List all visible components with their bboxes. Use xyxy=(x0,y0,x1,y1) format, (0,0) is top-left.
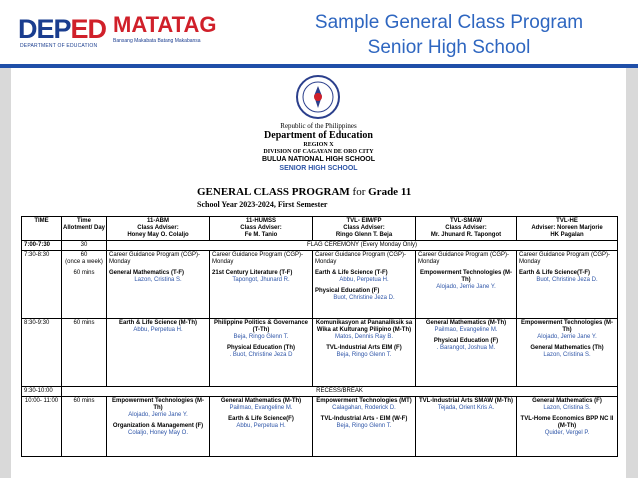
matatag-logo xyxy=(113,12,216,44)
header-time: TIME xyxy=(22,217,62,241)
division-line: DIVISION OF CAGAYAN DE ORO CITY xyxy=(263,149,374,155)
title-line-2: Senior High School xyxy=(367,37,531,58)
cell-tvl-smaw: Career Guidance Program (CGP)-Monday Empowerment Technologies (M-Th) Alojado, Jerrie Jane Y. xyxy=(416,251,517,319)
table-row-flag xyxy=(22,241,618,251)
slide-title xyxy=(260,10,638,60)
shs-line: SENIOR HIGH SCHOOL xyxy=(279,165,358,172)
deped-logo xyxy=(18,12,107,54)
cell-flag-ceremony: FLAG CEREMONY (Every Monday Only) xyxy=(107,241,618,251)
table-row xyxy=(22,251,618,319)
matatag-tagline: Bansang Makabata Batang Makabansa xyxy=(113,38,201,44)
cell-allotment: 60 mins xyxy=(62,319,107,387)
cell-tvl-smaw: TVL-Industrial Arts SMAW (M-Th) Tejada, Orient Kris A. xyxy=(416,397,517,457)
cell-abm: Career Guidance Program (CGP)-Monday General Mathematics (T-F) Lazon, Cristina S. xyxy=(107,251,210,319)
school-year: School Year 2023-2024, First Semester xyxy=(197,200,328,209)
school-name: BULUA NATIONAL HIGH SCHOOL xyxy=(261,156,376,163)
cell-tvl-he: Career Guidance Program (CGP)-Monday Earth & Life Science(T-F) Buot, Christine Jeza D. xyxy=(517,251,618,319)
deped-seal-icon xyxy=(295,74,341,120)
cell-time: 9:30-10:00 xyxy=(22,387,62,397)
header-tvl-eim: TVL- EIM/FP Class Adviser: Ringo Glenn T. Beja xyxy=(313,217,416,241)
table-row xyxy=(22,319,618,387)
cell-allotment: 30 xyxy=(62,241,107,251)
deped-wordmark: DEPED xyxy=(18,14,107,44)
cell-time: 10:00- 11:00 xyxy=(22,397,62,457)
deped-subtitle: DEPARTMENT OF EDUCATION xyxy=(20,43,98,49)
cell-time: 7:30-8:30 xyxy=(22,251,62,319)
matatag-wordmark: MATATAG xyxy=(113,12,217,37)
table-row-recess xyxy=(22,387,618,397)
cell-allotment: 60 (once a week) 60 mins xyxy=(62,251,107,319)
title-line-1: Sample General Class Program xyxy=(314,12,584,33)
cell-tvl-smaw: General Mathematics (M-Th) Pailmao, Evangeline M. Physical Education (F) . Barangot, Joshua M. xyxy=(416,319,517,387)
header-allotment: Time Allotment/ Day xyxy=(62,217,107,241)
department-line: Department of Education xyxy=(264,130,373,141)
cell-tvl-eim: Empowerment Technologies (MT) Calagahan, Roderick D. TVL-Industrial Arts - EIM (W-F) Beja, Ringo Glenn T. xyxy=(313,397,416,457)
class-program-table xyxy=(21,216,618,457)
table-header-row xyxy=(22,217,618,241)
header-tvl-smaw: TVL-SMAW Class Adviser: Mr. Jhunard R. Tapongot xyxy=(416,217,517,241)
program-title: GENERAL CLASS PROGRAM for Grade 11 xyxy=(197,186,412,198)
header-humss: 11-HUMSS Class Adviser: Fe M. Tanio xyxy=(210,217,313,241)
cell-time: 7:00-7:30 xyxy=(22,241,62,251)
cell-tvl-eim: Komunikasyon at Pananaliksik sa Wika at Kulturang Pilipino (M-Th) Matos, Dennis Ray B. TVL-Industrial Arts EIM (F) Beja, Ringo Glenn T. xyxy=(313,319,416,387)
cell-tvl-he: Empowerment Technologies (M-Th) Alojado, Jerrie Jane Y. General Mathematics (Th) Lazon, Cristina S. xyxy=(517,319,618,387)
cell-humss: Career Guidance Program (CGP)-Monday 21st Century Literature (T-F) Tapongot, Jhunard R. xyxy=(210,251,313,319)
slide-header xyxy=(0,0,638,64)
cell-abm: Earth & Life Science (M-Th) Abbu, Perpetua H. xyxy=(107,319,210,387)
cell-tvl-eim: Career Guidance Program (CGP)-Monday Earth & Life Science (T-F) Abbu, Perpetua H. Physical Education (F) Buot, Christine Jeza D. xyxy=(313,251,416,319)
table-row xyxy=(22,397,618,457)
cell-time: 8:30-9:30 xyxy=(22,319,62,387)
republic-line: Republic of the Philippines xyxy=(280,122,357,130)
region-line: REGION X xyxy=(303,142,334,148)
header-tvl-he: TVL-HE Adviser: Noreen Marjorie HK Pagalan xyxy=(517,217,618,241)
cell-allotment: 60 mins xyxy=(62,397,107,457)
cell-tvl-he: General Mathematics (F) Lazon, Cristina S. TVL-Home Economics BPP NC II (M-Th) Quider, Vergel P. xyxy=(517,397,618,457)
header-abm: 11-ABM Class Adviser: Honey May O. Colaljo xyxy=(107,217,210,241)
cell-recess: RECESS/BREAK xyxy=(62,387,618,397)
cell-humss: Philippine Politics & Governance (T-Th) Beja, Ringo Glenn T. Physical Education (Th) . Buot, Christine Jeza D xyxy=(210,319,313,387)
cell-abm: Empowerment Technologies (M-Th) Alojado, Jerrie Jane Y. Organization & Management (F) Colaljo, Honey May O. xyxy=(107,397,210,457)
cell-humss: General Mathematics (M-Th) Pailmao, Evangeline M. Earth & Life Science(F) Abbu, Perpetua H. xyxy=(210,397,313,457)
